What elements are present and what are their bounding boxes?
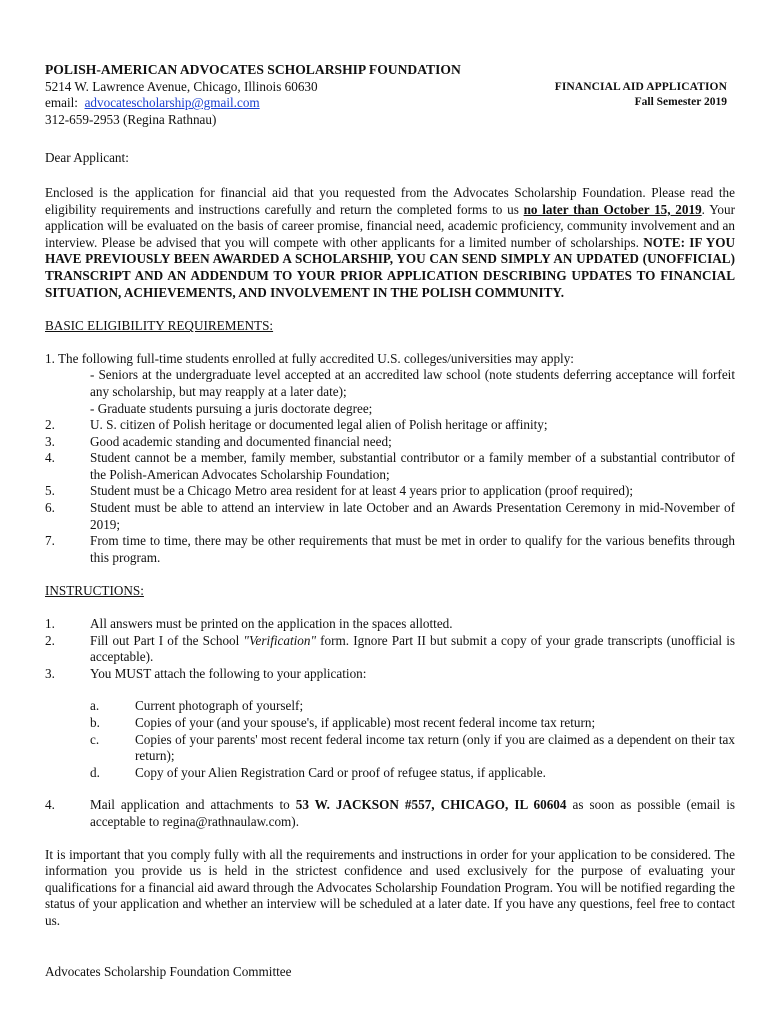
salutation: Dear Applicant: [45,150,129,166]
item-text [90,633,735,666]
item-text-pre: Fill out Part I of the School [90,632,244,648]
signature: Advocates Scholarship Foundation Committee [45,963,292,979]
eligibility-item-1-sub-2: - Graduate students pursuing a juris doctorate degree; [90,400,373,416]
item-text: Copies of your parents' most recent federal income tax return (only if you are claimed as a dependent on their tax return); [135,731,735,764]
item-text: Student must be a Chicago Metro area resident for at least 4 years prior to application (proof required); [90,483,634,499]
item-number: 7. [45,533,55,549]
item-text-pre: Mail application and attachments to [90,797,296,813]
list-item [45,450,735,483]
item-number: 3. [45,433,55,449]
list-item [45,616,735,633]
item-letter: a. [90,698,100,714]
form-title: FINANCIAL AID APPLICATION [554,81,727,93]
org-name: POLISH-AMERICAN ADVOCATES SCHOLARSHIP FOUNDATION [45,62,461,77]
verification-form-name: "Verification" [243,632,317,648]
attachments-list [45,698,735,781]
form-heading [555,80,727,110]
item-letter: d. [90,764,100,780]
list-item [45,765,735,782]
eligibility-item-1-sub-1: - Seniors at the undergraduate level accepted at an accredited law school (note students deferring acceptance will forfeit any scholarship, but may reapply at a later date); [90,367,735,399]
item-letter: c. [90,731,100,747]
item-number: 2. [45,417,55,433]
email-label: email: [45,95,78,111]
intro-text-1: Enclosed is the application for financial aid that you requested from the Advocates Scholarship Foundation. Please read the eligibility requirements and instructions carefully and return the completed forms to us [45,184,735,217]
intro-text-2: . Your application will be evaluated on the basis of career promise, financial need, academic proficiency, community involvement and an interview. Please be advised that you will compete with other applicants for a limited number of scholarships. [45,201,735,250]
item-text [90,797,735,830]
instructions-list [45,616,735,831]
list-item [45,797,735,830]
intro-note: NOTE: IF YOU HAVE PREVIOUSLY BEEN AWARDED A SCHOLARSHIP, YOU CAN SEND SIMPLY AN UPDATED (UNOFFICIAL) TRANSCRIPT AND AN ADDENDUM TO YOUR PRIOR APPLICATION DESCRIBING UPDATES TO FINANCIAL SITUATION, ACHIEVEMENTS, AND INVOLVEMENT IN THE POLISH COMMUNITY. [45,234,736,300]
org-phone: 312-659-2953 (Regina Rathnau) [45,111,217,127]
letter-page [45,62,735,980]
list-item [45,633,735,666]
eligibility-heading: BASIC ELIGIBILITY REQUIREMENTS: [45,318,274,334]
letterhead [45,62,735,128]
item-number: 4. [45,450,55,466]
list-item [45,500,735,533]
item-text: From time to time, there may be other requirements that must be met in order to qualify for the various benefits through this program. [90,533,735,565]
eligibility-list [45,351,735,567]
eligibility-item-1: 1. The following full-time students enrolled at fully accredited U.S. colleges/universities may apply: [45,350,574,366]
item-text: You MUST attach the following to your application: [90,665,367,681]
item-text: Good academic standing and documented financial need; [90,433,392,449]
intro-paragraph [45,185,735,301]
item-text: Copy of your Alien Registration Card or proof of refugee status, if applicable. [135,764,546,780]
list-item [45,698,735,715]
item-number: 3. [45,665,55,681]
list-item [45,483,735,500]
item-letter: b. [90,715,100,730]
item-number: 2. [45,632,55,648]
item-number: 5. [45,483,55,499]
list-item [45,715,735,732]
item-number: 6. [45,500,55,516]
semester-label: Fall Semester 2019 [634,96,727,108]
item-number: 4. [45,797,55,813]
list-item [45,732,735,765]
org-address: 5214 W. Lawrence Avenue, Chicago, Illinois 60630 [45,78,318,94]
item-text: Current photograph of yourself; [135,698,304,714]
item-number: 1. [45,616,55,632]
list-item [45,417,735,434]
item-text: All answers must be printed on the application in the spaces allotted. [90,616,453,632]
item-text: Copies of your (and your spouse's, if applicable) most recent federal income tax return; [135,715,596,730]
closing-paragraph: It is important that you comply fully with all the requirements and instructions in order for your application to be considered. The information you provide us is held in the strictest confidence and used exclusively for the purpose of evaluating your qualifications for a financial aid award through the Advocates Scholarship Foundation Program. You will be notified regarding the status of your application and whether an interview will be scheduled at a later date. If you have any questions, feel free to contact us. [45,846,735,928]
item-text: Student must be able to attend an interview in late October and an Awards Presentation Ceremony in mid-November of 2019; [90,500,735,532]
email-link[interactable]: advocatescholarship@gmail.com [84,95,260,111]
item-text: Student cannot be a member, family member, substantial contributor or a family member of a substantial contributor of the Polish-American Advocates Scholarship Foundation; [90,450,735,482]
list-item [45,434,735,451]
mailing-address: 53 W. JACKSON #557, CHICAGO, IL 60604 [295,797,567,813]
deadline: no later than October 15, 2019 [523,201,702,217]
instructions-heading: INSTRUCTIONS: [45,583,144,599]
item-text-post: form. Ignore Part II but submit a copy of your grade transcripts (unofficial is acceptable). [90,632,735,665]
list-item [45,533,735,566]
list-item [45,666,735,683]
item-text: U. S. citizen of Polish heritage or documented legal alien of Polish heritage or affinity; [90,417,548,433]
item-text-post: as soon as possible (email is acceptable to regina@rathnaulaw.com). [90,797,736,829]
